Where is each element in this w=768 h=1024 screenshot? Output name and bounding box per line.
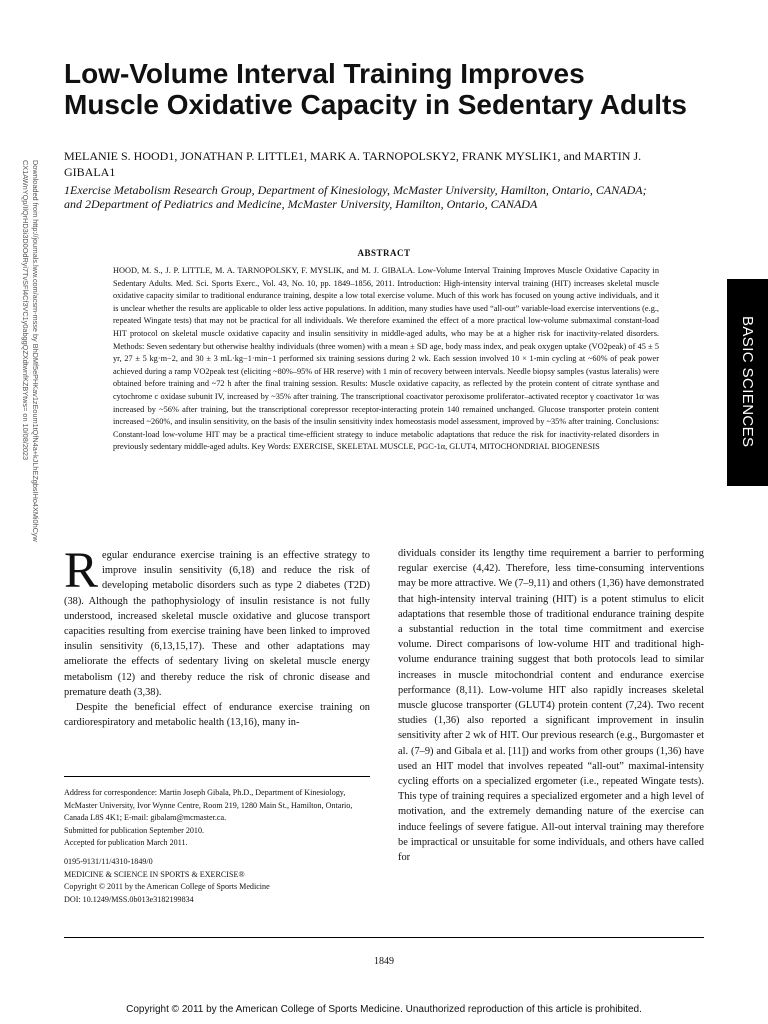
affiliation-line-2: and 2Department of Pediatrics and Medicine, McMaster University, Hamilton, Ontario, CANADA [64, 197, 538, 211]
abstract-heading: ABSTRACT [357, 248, 411, 258]
article-title [64, 58, 724, 120]
publication-info [64, 856, 370, 906]
title-line-2: Muscle Oxidative Capacity in Sedentary Adults [64, 89, 687, 120]
affiliation-line-1: 1Exercise Metabolism Research Group, Department of Kinesiology, McMaster University, Hamilton, Ontario, CANADA; [64, 183, 647, 197]
drop-cap: R [64, 543, 99, 599]
abstract-text: HOOD, M. S., J. P. LITTLE, M. A. TARNOPOLSKY, F. MYSLIK, and M. J. GIBALA. Low-Volume Interval Training Improves Muscle Oxidative Capacity in Sedentary Adults. Med. Sci. Sports Exerc., Vol. 43, No. 10, pp. 1849–1856, 2011. Introduction: High-intensity interval training (HIT) increases skeletal muscle oxidative capacity similar to traditional endurance training, despite a low total exercise volume. Much of this work has focused on young active individuals, and it is unclear whether the results are applicable to older less active populations. In addition, many studies have used “all-out” variable-load exercise interventions (e.g., repeated Wingate tests) that may not be practical for all individuals. We therefore examined the effect of a more practical low-volume submaximal constant-load HIT protocol on skeletal muscle oxidative capacity and insulin sensitivity in middle-aged adults, who may be at a higher risk for inactivity-related disorders. Methods: Seven sedentary but otherwise healthy individuals (three women) with a mean ± SD age, body mass index, and peak oxygen uptake (VO2peak) of 45 ± 5 yr, 27 ± 5 kg·m−2, and 30 ± 3 mL·kg−1·min−1 performed six training sessions during 2 wk. Each session involved 10 × 1-min cycling at ~60% of peak power achieved during a ramp VO2peak test (eliciting ~80%–95% of HR reserve) with 1 min of recovery between intervals. Needle biopsy samples (vastus lateralis) were obtained before training and ~72 h after the final training session. Results: Muscle oxidative capacity, as reflected by the protein content of citrate synthase and cytochrome c oxidase subunit IV, increased by ~35% after training. The transcriptional coactivator peroxisome proliferator–activated receptor γ coactivator 1α was increased by ~56% after training, but the transcriptional corepressor receptor-interacting protein 140 remained unchanged. Glucose transporter protein content increased ~260%, and insulin sensitivity, on the basis of the insulin sensitivity index homeostasis model assessment, improved by ~35% after training. Conclusions: Constant-load low-volume HIT may be a practical time-efficient strategy to induce metabolic adaptations that reduce the risk for inactivity-related disorders in previously sedentary middle-aged adults. Key Words: EXERCISE, SKELETAL MUSCLE, PGC-1α, GLUT4, MITOCHONDRIAL BIOGENESIS [113, 266, 659, 452]
issn-code: 0195-9131/11/4310-1849/0 [64, 857, 153, 866]
copyright-footer: Copyright © 2011 by the American College of Sports Medicine. Unauthorized reproduction of this article is prohibited. [126, 1004, 642, 1015]
footnote-divider [64, 776, 370, 777]
section-tab-label: BASIC SCIENCES [739, 316, 756, 448]
intro-paragraph-1 [64, 543, 370, 700]
page-number: 1849 [374, 956, 394, 967]
title-line-1: Low-Volume Interval Training Improves [64, 58, 585, 89]
body-right-column [398, 546, 704, 865]
section-tab [727, 279, 768, 486]
download-note-line-1: Downloaded from http://journals.lww.com/acsm-msse by BhDMf5ePHKav1zEoum1tQfN4a+kJLhEZgbsIHo4XMi0hCyw [31, 160, 40, 542]
copyright-line: Copyright © 2011 by the American College of Sports Medicine [64, 882, 270, 891]
body-left-column [64, 543, 370, 730]
doi-line: DOI: 10.1249/MSS.0b013e3182199834 [64, 894, 194, 904]
intro-paragraph-3: dividuals consider its lengthy time requirement a barrier to performing regular exercise (4,42). Therefore, less time-consuming interventions may be more attractive. We (7–9,11) and others (1,36) have demonstrated that high-intensity interval training (HIT) is a potent stimulus to elicit adaptations that resemble those of traditional endurance training despite a substantial reduction in the total time commitment and exercise volume. Direct comparisons of low-volume HIT and traditional high-volume endurance training suggest that both protocols lead to similar increases in muscle mitochondrial content and endurance exercise performance (8,11). Low-volume HIT also rapidly increases skeletal muscle glucose transporter (GLUT4) protein content (7,24). Two recent studies (1,36) also reported a significant improvement in insulin sensitivity after 2 wk of HIT. Our previous research (e.g., Burgomaster et al. (7–9) and Gibala et al. [11]) and works from other groups (1,36) have used an HIT model that involves repeated “all-out” maximal-intensity cycling efforts on a specialized ergometer (i.e., repeated Wingate tests). This type of training requires a specialized ergometer and a high level of motivation, and the extremely demanding nature of the exercise can induce feelings of severe fatigue. All-out interval training may therefore be impractical or unsuitable for some individuals, and others have called for [398, 548, 704, 864]
intro-paragraph-2: Despite the beneficial effect of endurance exercise training on cardiorespiratory and metabolic health (13,16), many in- [64, 702, 370, 729]
submitted-date: Submitted for publication September 2010. [64, 825, 205, 835]
author-list: MELANIE S. HOOD1, JONATHAN P. LITTLE1, MARK A. TARNOPOLSKY2, FRANK MYSLIK1, and MARTIN J. GIBALA1 [64, 149, 642, 179]
correspondence-address: Address for correspondence: Martin Joseph Gibala, Ph.D., Department of Kinesiology, McMaster University, Ivor Wynne Centre, Room 219, 1280 Main St., Hamilton, Ontario, Canada L8S 4K1; E-mail: gibalam@mcmaster.ca. [64, 788, 353, 822]
download-note-line-2: CX1AWnYQp/IlQrHD3i3D0OdRyi7TvSFl4Cf3VC1y0abggQZXdtwnfKZBYtws= on 10/08/2023 [21, 160, 30, 461]
correspondence-note [64, 787, 370, 850]
journal-name: MEDICINE & SCIENCE IN SPORTS & EXERCISE® [64, 869, 245, 879]
affiliations [64, 183, 714, 211]
download-note [16, 160, 46, 620]
page-divider [64, 937, 704, 938]
intro-paragraph-1-text: egular endurance exercise training is an effective strategy to improve insulin sensitivity (6,18) and reduce the risk of developing metabolic disorders such as type 2 diabetes (T2D) (38). Although the pathophysiology of insulin resistance is not fully understood, increased skeletal muscle oxidative and glucose transport capacities resulting from exercise training have been linked to improved insulin sensitivity (6,13,15,17). These and other adaptations may ameliorate the effects of sedentary living on skeletal muscle energy metabolism (12) and thereby reduce the risk of chronic disease and premature death (3,38). [64, 550, 370, 698]
accepted-date: Accepted for publication March 2011. [64, 838, 188, 847]
